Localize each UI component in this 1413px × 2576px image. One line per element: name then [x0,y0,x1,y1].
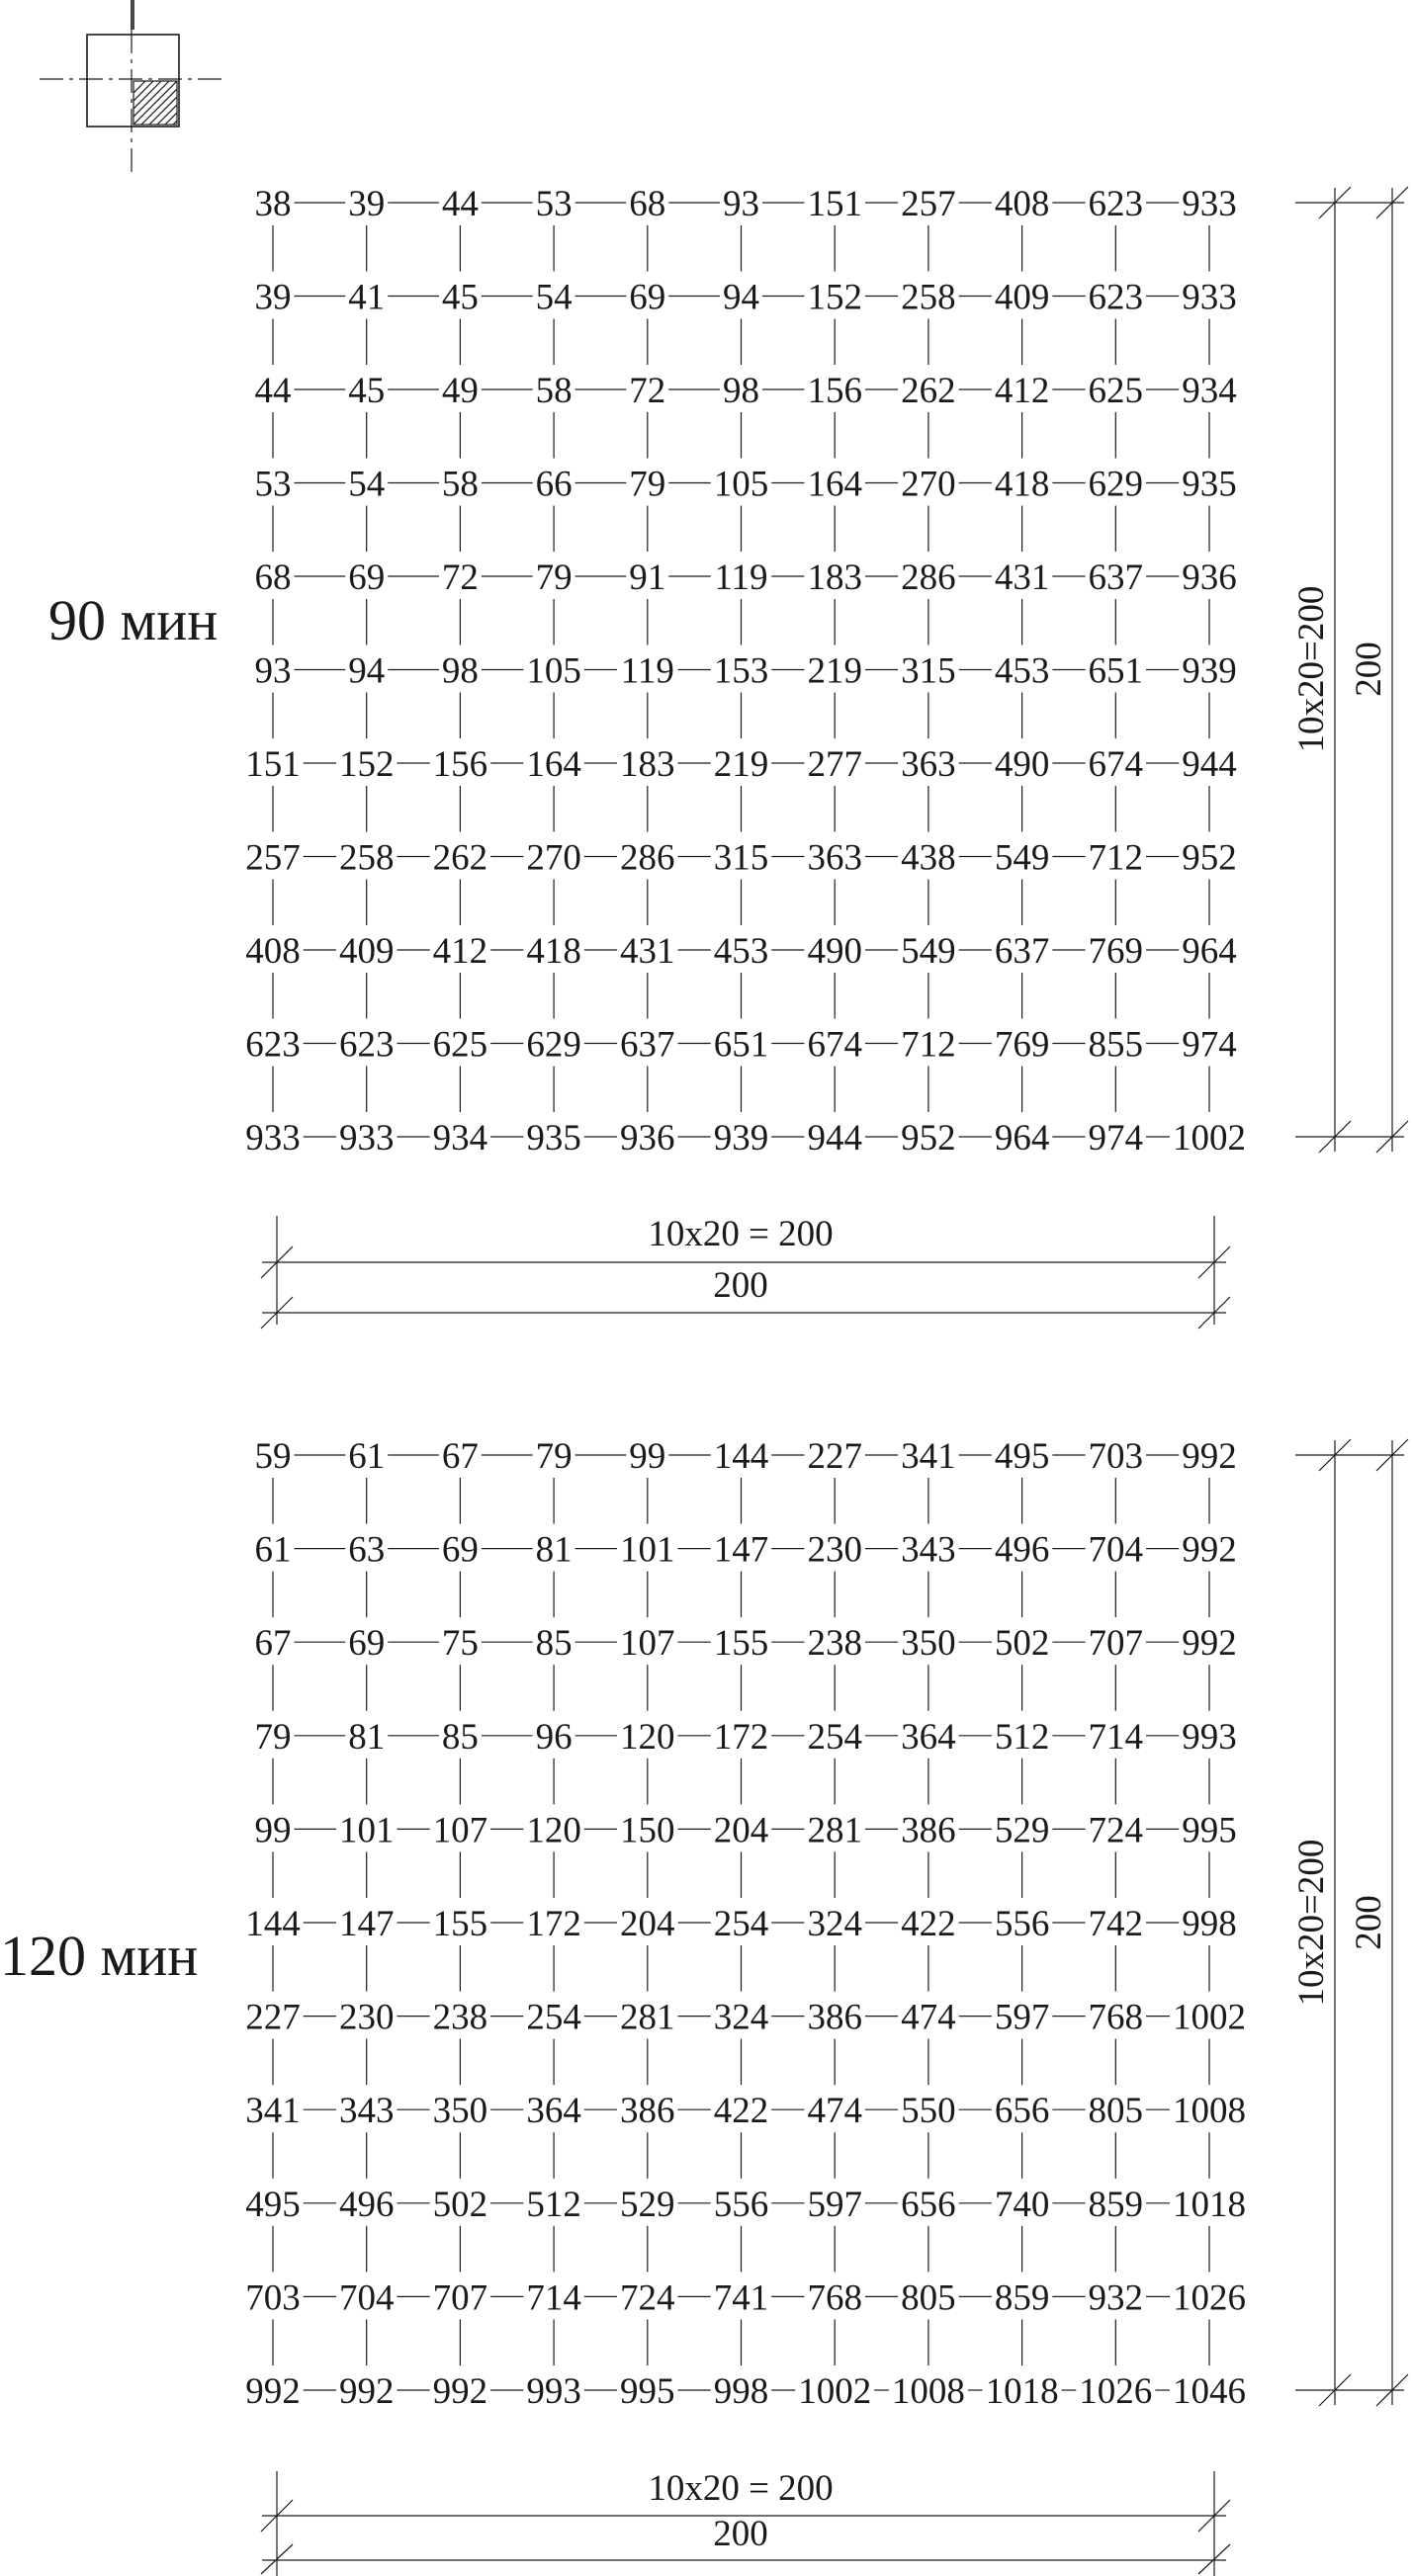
grid-value: 54 [348,464,386,505]
grid-value: 932 [1088,2277,1144,2319]
grid-value: 101 [338,1810,395,1851]
grid-value: 101 [620,1529,675,1571]
grid-value: 230 [807,1529,862,1571]
grid-value: 805 [901,2277,956,2319]
dim-right-outer-label: 200 [1349,1895,1389,1950]
grid-value: 94 [348,650,386,692]
dim-bottom-inner-label: 10x20 = 200 [648,2468,834,2509]
grid-value: 993 [1182,1716,1237,1758]
grid-value: 409 [338,931,395,972]
grid-value: 99 [254,1810,292,1851]
grid-value: 230 [338,1997,395,2038]
grid-value: 637 [994,931,1050,972]
grid-value: 740 [994,2184,1050,2225]
grid-value: 933 [1182,184,1237,224]
dim-right-outer-label: 200 [1349,642,1389,697]
grid-value: 502 [432,2184,488,2225]
grid-value: 769 [1088,931,1144,972]
grid-value: 204 [713,1810,769,1851]
grid-value: 623 [1088,184,1144,224]
grid-value: 939 [1182,650,1237,692]
grid-value: 674 [1088,744,1144,785]
grid-value: 993 [526,2371,581,2412]
grid-value: 69 [441,1529,479,1571]
grid-value: 992 [432,2371,488,2412]
dim-bottom-inner-label: 10x20 = 200 [648,1214,834,1254]
grid-value: 99 [629,1436,666,1477]
grid-value: 85 [535,1623,573,1665]
grid-value: 495 [245,2184,301,2225]
grid-value: 93 [254,650,292,692]
grid-value: 343 [901,1529,956,1571]
grid-values [245,184,1246,1159]
grid-value: 1002 [1173,1997,1246,2038]
grid-value: 933 [245,1118,301,1159]
grid-value: 79 [535,1436,573,1477]
grid-value: 45 [441,277,479,318]
grid-value: 703 [245,2277,301,2319]
grid-value: 859 [1088,2184,1144,2225]
grid-value: 93 [723,184,759,224]
grid-value: 422 [713,2091,769,2132]
grid-value: 474 [807,2091,862,2132]
dim-right-inner-label: 10x20=200 [1291,585,1332,753]
grid-value: 59 [254,1436,292,1477]
grid-value: 270 [526,837,581,879]
grid-value: 152 [807,277,862,318]
grid-value: 147 [713,1529,769,1571]
grid-value: 155 [713,1623,769,1665]
grid-value: 58 [441,464,479,505]
grid-value: 714 [1088,1716,1144,1758]
grid-value: 453 [994,650,1050,692]
panel-title: 90 мин [48,588,219,652]
grid-value: 974 [1088,1118,1144,1159]
section-key-icon [40,0,227,176]
grid-value: 556 [994,1904,1050,1944]
grid-value: 935 [1182,464,1237,505]
grid-value: 258 [901,277,956,318]
grid-value: 637 [1088,558,1144,598]
grid-value: 66 [535,464,573,505]
grid-value: 270 [901,464,956,505]
grid-value: 386 [807,1997,862,2038]
dimension-right [1291,1439,1408,2406]
grid-value: 712 [901,1024,956,1066]
grid-value: 61 [348,1436,386,1477]
grid-value: 674 [807,1024,862,1066]
grid-value: 120 [620,1716,675,1758]
grid-value: 219 [713,744,769,785]
grid-value: 262 [901,371,956,411]
grid-value: 768 [1088,1997,1144,2038]
grid-value: 155 [432,1904,488,1944]
grid-value: 63 [348,1529,386,1571]
grid-value: 490 [994,744,1050,785]
grid-value: 1026 [1173,2277,1246,2319]
grid-value: 529 [620,2184,675,2225]
grid-value: 490 [807,931,862,972]
grid-value: 45 [348,371,386,411]
grid-value: 656 [994,2091,1050,2132]
hatched-quadrant [102,81,217,125]
grid-value: 79 [535,558,573,598]
grid-value: 164 [807,464,862,505]
grid-value: 107 [432,1810,488,1851]
grid-value: 629 [526,1024,581,1066]
grid-value: 408 [245,931,301,972]
grid-value: 69 [348,1623,386,1665]
grid-value: 995 [1182,1810,1237,1851]
grid-value: 147 [338,1904,395,1944]
grid-value: 625 [432,1024,488,1066]
dim-bottom-outer-label: 200 [713,2514,768,2554]
grid-value: 495 [994,1436,1050,1477]
grid-value: 952 [1182,837,1237,879]
grid-value: 418 [994,464,1050,505]
grid-value: 277 [807,744,862,785]
grid-value: 41 [348,277,386,318]
grid-value: 67 [254,1623,292,1665]
grid-value: 1046 [1173,2371,1246,2412]
grid-value: 227 [807,1436,862,1477]
grid-value: 81 [348,1716,386,1758]
grid-value: 707 [432,2277,488,2319]
grid-value: 79 [629,464,666,505]
grid-value: 96 [535,1716,573,1758]
grid-value: 408 [994,184,1050,224]
grid-value: 1018 [985,2371,1059,2412]
grid-value: 431 [620,931,675,972]
grid-value: 656 [901,2184,956,2225]
grid-value: 412 [432,931,488,972]
grid-value: 120 [526,1810,581,1851]
grid-value: 85 [441,1716,479,1758]
grid-value: 238 [807,1623,862,1665]
grid-value: 936 [620,1118,675,1159]
grid-value: 68 [629,184,666,224]
grid-value: 438 [901,837,956,879]
grid-value: 625 [1088,371,1144,411]
grid-value: 281 [620,1997,675,2038]
grid-value: 549 [994,837,1050,879]
grid-value: 341 [245,2091,301,2132]
grid-value: 704 [338,2277,395,2319]
grid-value: 363 [807,837,862,879]
grid-value: 1002 [1173,1118,1246,1159]
grid-value: 556 [713,2184,769,2225]
grid-value: 315 [901,650,956,692]
grid-value: 150 [620,1810,675,1851]
grid-value: 944 [1182,744,1237,785]
grid-value: 550 [901,2091,956,2132]
grid-value: 453 [713,931,769,972]
grid-value: 704 [1088,1529,1144,1571]
grid-value: 61 [254,1529,292,1571]
grid-value: 105 [713,464,769,505]
grid-value: 502 [994,1623,1050,1665]
grid-value: 597 [807,2184,862,2225]
grid-value: 998 [1182,1904,1237,1944]
grid-value: 172 [713,1716,769,1758]
grid-value: 144 [713,1436,769,1477]
grid-value: 49 [441,371,479,411]
grid-value: 992 [338,2371,395,2412]
grid-value: 69 [348,558,386,598]
panel-title: 120 мин [0,1924,199,1988]
grid-value: 974 [1182,1024,1237,1066]
grid-value: 936 [1182,558,1237,598]
grid-value: 742 [1088,1904,1144,1944]
grid-value: 386 [901,1810,956,1851]
grid-value: 153 [713,650,769,692]
grid-value: 219 [807,650,862,692]
grid-value: 422 [901,1904,956,1944]
grid-value: 286 [620,837,675,879]
grid-value: 529 [994,1810,1050,1851]
grid-value: 944 [807,1118,862,1159]
grid-value: 623 [1088,277,1144,318]
grid-value: 724 [620,2277,675,2319]
grid-value: 53 [535,184,573,224]
grid-value: 156 [432,744,488,785]
grid-value: 91 [629,558,666,598]
grid-value: 98 [723,371,759,411]
dim-bottom-outer-label: 200 [713,1265,768,1306]
grid-value: 72 [629,371,666,411]
grid-value: 152 [338,744,395,785]
grid-value: 227 [245,1997,301,2038]
grid-value: 363 [901,744,956,785]
grid-value: 67 [441,1436,479,1477]
grid-value: 183 [807,558,862,598]
grid-value: 703 [1088,1436,1144,1477]
dimension-right [1291,187,1408,1153]
grid-value: 629 [1088,464,1144,505]
grid-value: 72 [441,558,479,598]
grid-value: 474 [901,1997,956,2038]
grid-value: 257 [245,837,301,879]
grid-value: 855 [1088,1024,1144,1066]
grid-value: 98 [441,650,479,692]
grid-value: 992 [1182,1436,1237,1477]
grid-value: 496 [338,2184,395,2225]
grid-value: 933 [338,1118,395,1159]
grid-value: 768 [807,2277,862,2319]
grid-value: 350 [432,2091,488,2132]
grid-value: 707 [1088,1623,1144,1665]
grid-value: 496 [994,1529,1050,1571]
grid-value: 623 [245,1024,301,1066]
grid-value: 119 [620,650,674,692]
grid-value: 933 [1182,277,1237,318]
grid-value: 258 [338,837,395,879]
grid-value: 623 [338,1024,395,1066]
grid-value: 164 [526,744,581,785]
grid-value: 75 [441,1623,479,1665]
grid-value: 144 [245,1904,301,1944]
grid-value: 286 [901,558,956,598]
grid-value: 204 [620,1904,675,1944]
grid-value: 386 [620,2091,675,2132]
grid-value: 262 [432,837,488,879]
grid-value: 512 [994,1716,1050,1758]
grid-value: 79 [254,1716,292,1758]
grid-value: 1008 [1173,2091,1246,2132]
grid-value: 105 [526,650,581,692]
grid-value: 992 [1182,1623,1237,1665]
grid-value: 44 [254,371,292,411]
grid-value: 409 [994,277,1050,318]
grid-value: 254 [526,1997,581,2038]
grid-value: 68 [254,558,292,598]
grid-value: 58 [535,371,573,411]
grid-value: 1026 [1079,2371,1153,2412]
grid-value: 651 [713,1024,769,1066]
grid-value: 107 [620,1623,675,1665]
grid-value: 995 [620,2371,675,2412]
grid-value: 350 [901,1623,956,1665]
grid-value: 324 [807,1904,862,1944]
grid-value: 998 [713,2371,769,2412]
grid-value: 364 [526,2091,581,2132]
grid-value: 172 [526,1904,581,1944]
grid-value: 315 [713,837,769,879]
grid-value: 952 [901,1118,956,1159]
grid-value: 741 [713,2277,769,2319]
grid-value: 805 [1088,2091,1144,2132]
grid-value: 69 [629,277,666,318]
grid-value: 1002 [798,2371,872,2412]
dimension-bottom [261,2468,1230,2576]
grid-value: 39 [348,184,386,224]
grid-value: 39 [254,277,292,318]
panel-90-min [48,184,1408,1329]
grid-value: 94 [723,277,759,318]
grid-value: 81 [535,1529,573,1571]
grid-value: 934 [1182,371,1237,411]
dimension-bottom [261,1214,1230,1329]
grid-value: 939 [713,1118,769,1159]
grid-value: 54 [535,277,573,318]
grid-value: 714 [526,2277,581,2319]
grid-value: 257 [901,184,956,224]
grid-value: 769 [994,1024,1050,1066]
grid-value: 238 [432,1997,488,2038]
grid-value: 53 [254,464,292,505]
grid-value: 512 [526,2184,581,2225]
grid-value: 859 [994,2277,1050,2319]
grid-value: 254 [807,1716,862,1758]
grid-value: 651 [1088,650,1144,692]
grid-value: 964 [994,1118,1050,1159]
grid-value: 156 [807,371,862,411]
grid-value: 119 [714,558,768,598]
grid-value: 38 [254,184,292,224]
grid-value: 934 [432,1118,488,1159]
grid-value: 281 [807,1810,862,1851]
grid-value: 597 [994,1997,1050,2038]
grid-value: 151 [245,744,301,785]
panel-120-min [0,1436,1408,2576]
grid-value: 964 [1182,931,1237,972]
grid-value: 364 [901,1716,956,1758]
grid-value: 343 [338,2091,395,2132]
grid-value: 412 [994,371,1050,411]
grid-value: 724 [1088,1810,1144,1851]
grid-value: 341 [901,1436,956,1477]
grid-value: 935 [526,1118,581,1159]
grid-value: 1008 [891,2371,965,2412]
grid-value: 418 [526,931,581,972]
grid-value: 637 [620,1024,675,1066]
grid-value: 431 [994,558,1050,598]
grid-value: 1018 [1173,2184,1246,2225]
grid-value: 324 [713,1997,769,2038]
grid-value: 992 [245,2371,301,2412]
grid-value: 992 [1182,1529,1237,1571]
grid-values [245,1436,1246,2412]
grid-value: 549 [901,931,956,972]
grid-value: 44 [441,184,479,224]
grid-value: 151 [807,184,862,224]
grid-value: 183 [620,744,675,785]
grid-value: 712 [1088,837,1144,879]
dim-right-inner-label: 10x20=200 [1291,1839,1332,2007]
grid-value: 254 [713,1904,769,1944]
